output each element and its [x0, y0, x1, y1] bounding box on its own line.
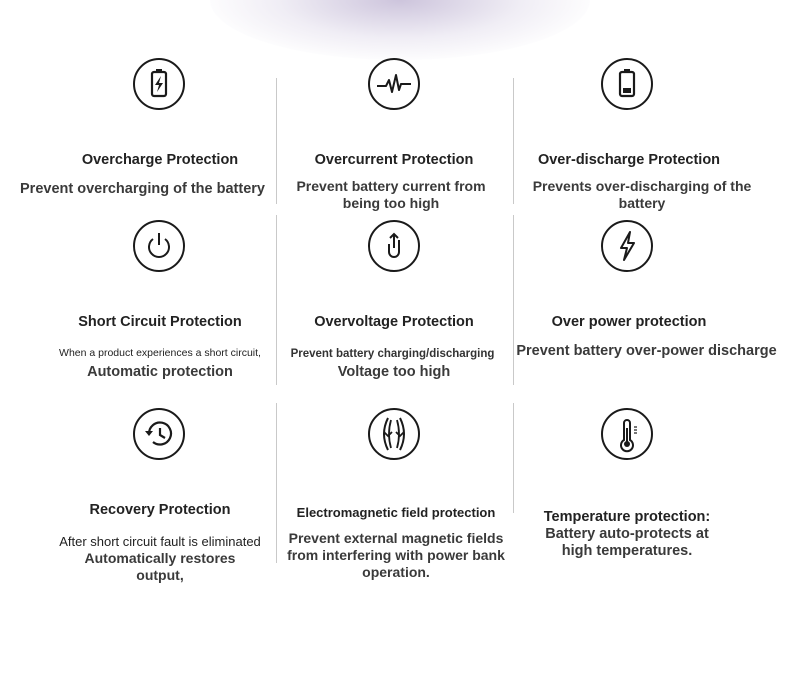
current-wave-icon	[368, 58, 420, 110]
column-divider	[513, 403, 514, 513]
magnetic-field-icon	[368, 408, 420, 460]
column-divider	[276, 78, 277, 204]
overdischarge-desc: Prevents over-discharging of the battery	[532, 178, 752, 211]
overcharge-desc: Prevent overcharging of the battery	[20, 181, 265, 197]
recovery-title: Recovery Protection	[89, 502, 231, 518]
battery-charging-icon	[133, 58, 185, 110]
restore-icon	[133, 408, 185, 460]
over-power-title: Over power protection	[551, 314, 707, 330]
overcharge-title: Overcharge Protection	[81, 152, 239, 168]
short-circuit-title: Short Circuit Protection	[78, 314, 242, 330]
battery-low-icon	[601, 58, 653, 110]
overcurrent-title: Overcurrent Protection	[314, 152, 474, 168]
recovery-desc: Automatically restores output,	[84, 550, 236, 583]
column-divider	[513, 78, 514, 204]
overvoltage-desc: Voltage too high	[337, 364, 451, 380]
overdischarge-title: Over-discharge Protection	[537, 152, 721, 168]
electromagnetic-desc: Prevent external magnetic fields from interfering with power bank operation.	[287, 530, 505, 580]
recovery-note: After short circuit fault is eliminated	[59, 534, 261, 549]
short-circuit-note: When a product experiences a short circuit,	[59, 347, 261, 359]
overvoltage-note: Prevent battery charging/discharging	[290, 348, 495, 360]
power-icon	[133, 220, 185, 272]
short-circuit-desc: Automatic protection	[87, 364, 233, 380]
electromagnetic-title: Electromagnetic field protection	[296, 505, 496, 520]
overvoltage-title: Overvoltage Protection	[314, 314, 474, 330]
top-glow-decoration	[210, 0, 590, 60]
voltage-icon	[368, 220, 420, 272]
thermometer-icon	[601, 408, 653, 460]
over-power-desc: Prevent battery over-power discharge	[516, 343, 777, 359]
temperature-desc: Battery auto-protects at high temperatures.	[545, 526, 709, 559]
temperature-title: Temperature protection:	[543, 509, 711, 525]
overcurrent-desc: Prevent battery current from being too high	[296, 178, 486, 211]
lightning-icon	[601, 220, 653, 272]
